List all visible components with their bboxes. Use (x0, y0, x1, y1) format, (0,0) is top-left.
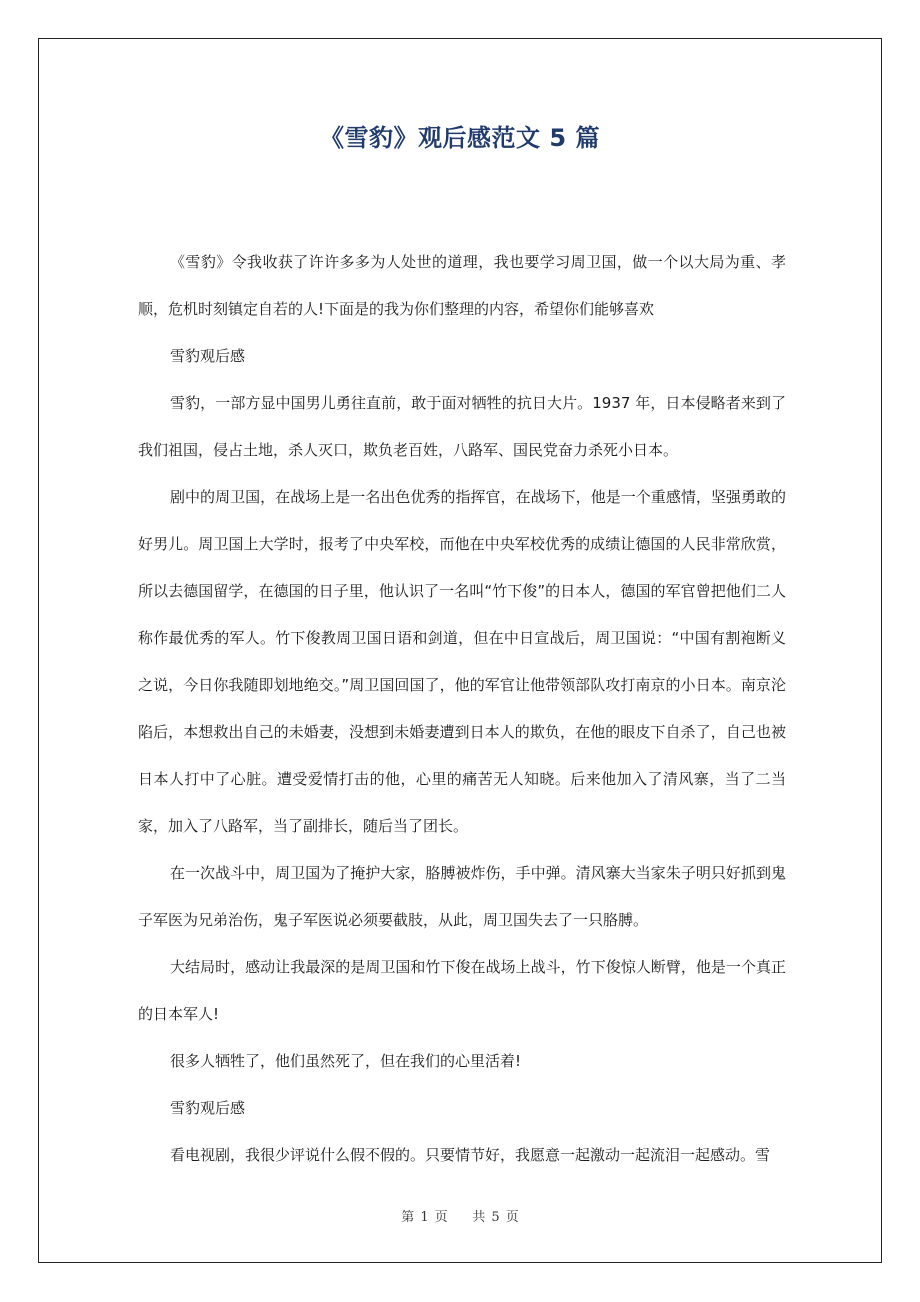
paragraph: 在一次战斗中，周卫国为了掩护大家，胳膊被炸伤，手中弹。清风寨大当家朱子明只好抓到鬼子军医为兄弟治伤，鬼子军医说必须要截肢，从此，周卫国失去了一只胳膊。 (138, 864, 786, 929)
section-heading: 雪豹观后感 (170, 347, 246, 365)
document-body (138, 239, 786, 1179)
paragraph: 剧中的周卫国，在战场上是一名出色优秀的指挥官，在战场下，他是一个重感情，坚强勇敢的好男儿。周卫国上大学时，报考了中央军校，而他在中央军校优秀的成绩让德国的人民非常欣赏，所以去德国留学，在德国的日子里，他认识了一名叫“竹下俊”的日本人，德国的军官曾把他们二人称作最优秀的军人。竹下俊教周卫国日语和剑道，但在中日宣战后，周卫国说：“中国有割袍断义之说，今日你我随即划地绝交。”周卫国回国了，他的军官让他带领部队攻打南京的小日本。南京沦陷后，本想救出自己的未婚妻，没想到未婚妻遭到日本人的欺负，在他的眼皮下自杀了，自己也被日本人打中了心脏。遭受爱情打击的他，心里的痛苦无人知晓。后来他加入了清风寨，当了二当家，加入了八路军，当了副排长，随后当了团长。 (138, 488, 786, 835)
page-number-footer (38, 1206, 882, 1225)
paragraph: 雪豹，一部方显中国男儿勇往直前，敢于面对牺牲的抗日大片。1937 年，日本侵略者来到了我们祖国，侵占土地，杀人灭口，欺负老百姓，八路军、国民党奋力杀死小日本。 (138, 394, 786, 459)
page-number-label: 第 1 页 共 5 页 (401, 1210, 519, 1225)
paragraph-intro: 《雪豹》令我收获了许许多多为人处世的道理，我也要学习周卫国，做一个以大局为重、孝顺，危机时刻镇定自若的人!下面是的我为你们整理的内容，希望你们能够喜欢 (138, 253, 786, 318)
document-title: 《雪豹》观后感范文 5 篇 (320, 124, 600, 152)
paragraph: 大结局时，感动让我最深的是周卫国和竹下俊在战场上战斗，竹下俊惊人断臂，他是一个真正的日本军人! (138, 958, 786, 1023)
paragraph: 看电视剧，我很少评说什么假不假的。只要情节好，我愿意一起激动一起流泪一起感动。雪 (170, 1146, 771, 1164)
paragraph: 很多人牺牲了，他们虽然死了，但在我们的心里活着! (170, 1052, 522, 1070)
section-heading: 雪豹观后感 (170, 1099, 246, 1117)
